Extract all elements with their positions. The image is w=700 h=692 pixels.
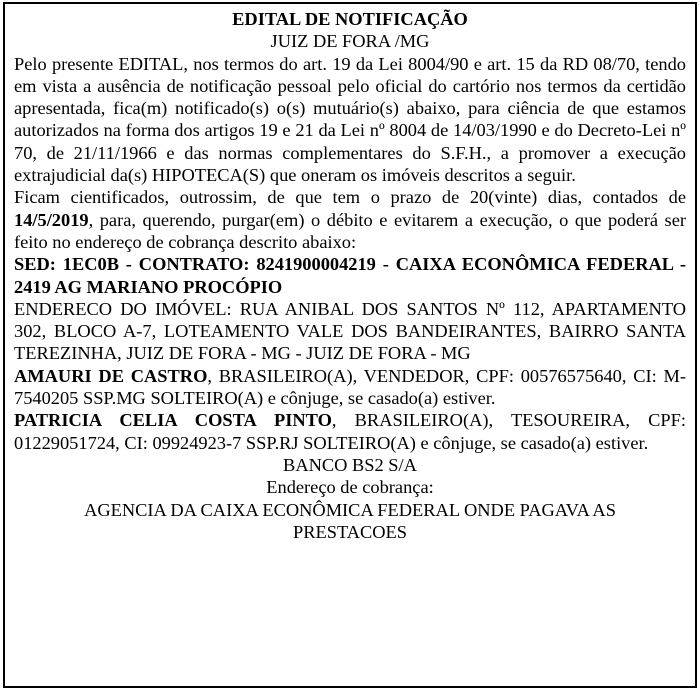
notice-title: EDITAL DE NOTIFICAÇÃO [232, 9, 468, 29]
billing-address-line-1: AGENCIA DA CAIXA ECONÔMICA FEDERAL ONDE PAGAVA AS [84, 499, 616, 520]
billing-label: Endereço de cobrança: [266, 477, 434, 498]
property-address: ENDERECO DO IMÓVEL: RUA ANIBAL DOS SANTOS Nº 112, APARTAMENTO 302, BLOCO A-7, LOTEAMENTO VALE DOS BANDEIRANTES, BAIRRO SANTA TEREZINHA, JUIZ DE FORA - MG - JUIZ DE FORA - MG [14, 298, 686, 364]
debtor-entry [14, 409, 686, 454]
debtor-name: AMAURI DE CASTRO [14, 365, 208, 386]
deadline-paragraph [14, 186, 686, 253]
billing-address-line-2: PRESTACOES [292, 521, 407, 542]
debtor-entry [14, 365, 686, 410]
debtor-details: , BRASILEIRO(A), TESOUREIRA, CPF: 01229051724, CI: 09924923-7 SSP.RJ SOLTEIRO(A) e cônjuge, se casado(a) estiver. [14, 410, 686, 453]
deadline-text-after: , para, querendo, purgar(em) o débito e evitarem a execução, o que poderá ser feito no endereço de cobrança descrito abaixo: [14, 209, 686, 252]
deadline-date: 14/5/2019 [14, 209, 89, 230]
contract-line: SED: 1EC0B - CONTRATO: 8241900004219 - CAIXA ECONÔMICA FEDERAL - 2419 AG MARIANO PROCÓPIO [14, 254, 686, 297]
debtor-name: PATRICIA CELIA COSTA PINTO [14, 410, 332, 431]
deadline-text-before: Ficam cientificados, outrossim, de que tem o prazo de 20(vinte) dias, contados de [14, 187, 686, 208]
notice-box [3, 2, 697, 688]
bank-name: BANCO BS2 S/A [283, 454, 417, 475]
debtor-details: , BRASILEIRO(A), VENDEDOR, CPF: 00576575640, CI: M-7540205 SSP.MG SOLTEIRO(A) e cônjuge, se casado(a) estiver. [14, 365, 686, 409]
intro-paragraph: Pelo presente EDITAL, nos termos do art. 19 da Lei 8004/90 e art. 15 da RD 08/70, tendo em vista a ausência de notificação pessoal pelo oficial do cartório nos termos da certidão apresentada, fica(m) notificado(s) o(s) mutuário(s) abaixo, para ciência de que estamos autorizados na forma dos artigos 19 e 21 da Lei nº 8004 de 14/03/1990 e do Decreto-Lei nº 70, de 21/11/1966 e das normas complementares do S.F.H., a promover a execução extrajudicial da(s) HIPOTECA(S) que oneram os imóveis descritos a seguir. [14, 53, 686, 186]
notice-city: JUIZ DE FORA /MG [270, 31, 430, 52]
